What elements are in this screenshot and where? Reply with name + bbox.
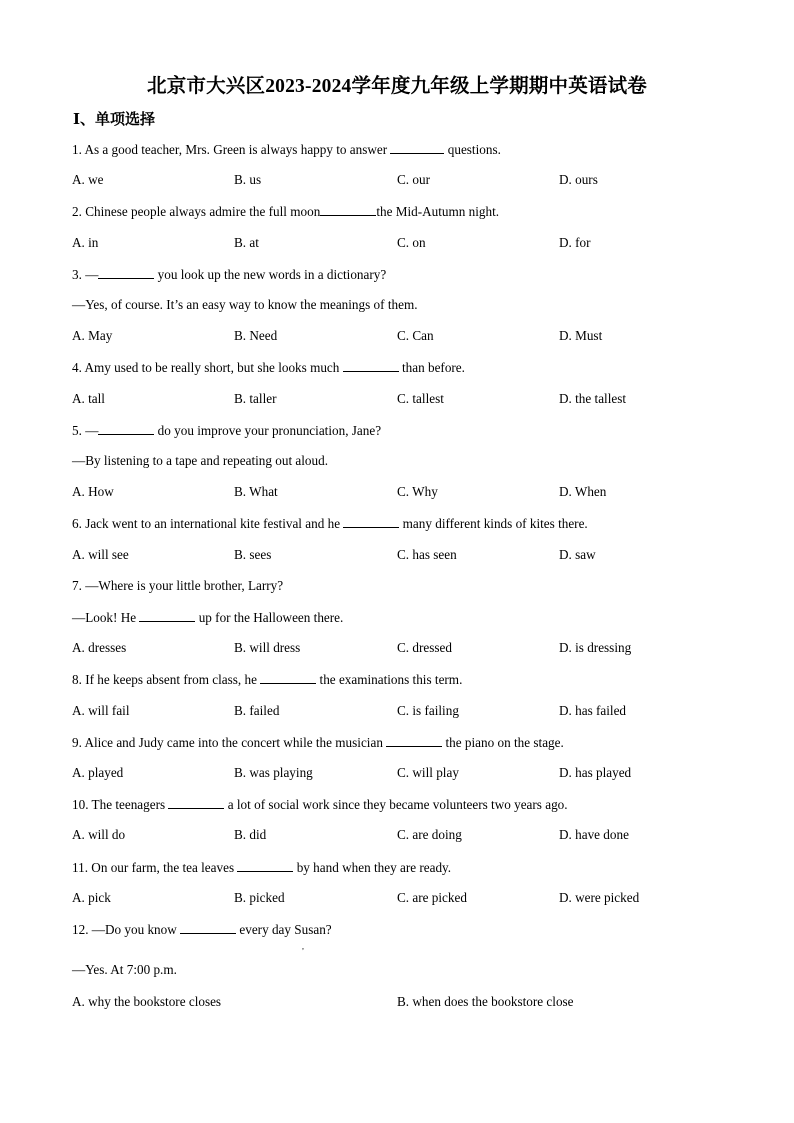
answer-option: B. What [234, 484, 278, 499]
question-stem: 5. — do you improve your pronunciation, Jane? [72, 423, 382, 438]
page-title: 北京市大兴区2023-2024学年度九年级上学期期中英语试卷 [147, 76, 647, 97]
question-stem: 9. Alice and Judy came into the concert while the musician the piano on the stage. [72, 735, 564, 750]
question-stem: 1. As a good teacher, Mrs. Green is always happy to answer questions. [72, 142, 501, 157]
answer-option: C. on [397, 235, 426, 250]
question-stem: 4. Amy used to be really short, but she looks much than before. [72, 360, 465, 375]
answer-option: B. did [234, 827, 267, 842]
answer-option: A. dresses [72, 640, 127, 655]
answer-blank [98, 422, 154, 435]
answer-blank [237, 859, 293, 872]
answer-option: B. will dress [234, 640, 301, 655]
question-stem: 10. The teenagers a lot of social work since they became volunteers two years ago. [72, 797, 568, 812]
answer-option: A. How [72, 484, 114, 499]
answer-option: C. will play [397, 765, 459, 780]
answer-blank [180, 921, 236, 934]
answer-option: C. is failing [397, 703, 459, 718]
answer-option: A. will fail [72, 703, 130, 718]
question-stem: 11. On our farm, the tea leaves by hand when they are ready. [72, 860, 452, 875]
answer-option: C. tallest [397, 391, 444, 406]
answer-option: B. failed [234, 703, 280, 718]
answer-option: B. picked [234, 890, 285, 905]
question-stem: 6. Jack went to an international kite festival and he many different kinds of kites there. [72, 516, 588, 531]
answer-blank [343, 515, 399, 528]
answer-option: C. Why [397, 484, 438, 499]
answer-option: A. why the bookstore closes [72, 994, 222, 1009]
section-heading: Ⅰ、单项选择 [73, 112, 156, 128]
answer-option: D. ours [559, 172, 598, 187]
answer-option: B. at [234, 235, 259, 250]
answer-option: D. Must [559, 328, 603, 343]
answer-option: C. has seen [397, 547, 457, 562]
question-stem: 2. Chinese people always admire the full moon the Mid-Autumn night. [72, 204, 500, 219]
answer-option: D. has played [559, 765, 632, 780]
answer-option: A. will do [72, 827, 126, 842]
answer-option: C. Can [397, 328, 434, 343]
answer-option: A. tall [72, 391, 105, 406]
answer-option: A. will see [72, 547, 129, 562]
question-stem: 3. — you look up the new words in a dictionary? [72, 267, 387, 282]
stray-mark: , [302, 942, 304, 951]
answer-blank [343, 359, 399, 372]
answer-option: B. Need [234, 328, 278, 343]
answer-blank [390, 141, 444, 154]
answer-option: D. have done [559, 827, 629, 842]
answer-option: D. is dressing [559, 640, 632, 655]
answer-option: D. were picked [559, 890, 640, 905]
answer-option: B. taller [234, 391, 277, 406]
answer-option: D. has failed [559, 703, 627, 718]
question-stem: 7. —Where is your little brother, Larry? [72, 578, 284, 593]
answer-option: D. When [559, 484, 607, 499]
answer-option: C. are doing [397, 827, 462, 842]
answer-option: A. we [72, 172, 104, 187]
answer-option: A. played [72, 765, 124, 780]
question-reply: —Yes. At 7:00 p.m. [72, 962, 177, 977]
answer-blank [386, 734, 442, 747]
answer-blank [320, 203, 376, 216]
answer-option: A. in [72, 235, 99, 250]
answer-blank [168, 796, 224, 809]
answer-blank [139, 609, 195, 622]
answer-option: A. May [72, 328, 113, 343]
answer-blank [98, 266, 154, 279]
answer-option: A. pick [72, 890, 111, 905]
answer-option: C. are picked [397, 890, 467, 905]
answer-blank [260, 671, 316, 684]
answer-option: B. sees [234, 547, 272, 562]
question-reply: —By listening to a tape and repeating out aloud. [72, 453, 328, 468]
question-stem: 12. —Do you know every day Susan? [72, 922, 332, 937]
answer-option: B. when does the bookstore close [397, 994, 574, 1009]
answer-option: D. the tallest [559, 391, 627, 406]
answer-option: B. us [234, 172, 262, 187]
question-stem: 8. If he keeps absent from class, he the examinations this term. [72, 672, 463, 687]
answer-option: C. our [397, 172, 430, 187]
question-reply: —Yes, of course. It’s an easy way to know the meanings of them. [72, 297, 418, 312]
answer-option: C. dressed [397, 640, 452, 655]
answer-option: B. was playing [234, 765, 313, 780]
question-reply: —Look! He up for the Halloween there. [72, 610, 344, 625]
answer-option: D. for [559, 235, 591, 250]
answer-option: D. saw [559, 547, 596, 562]
